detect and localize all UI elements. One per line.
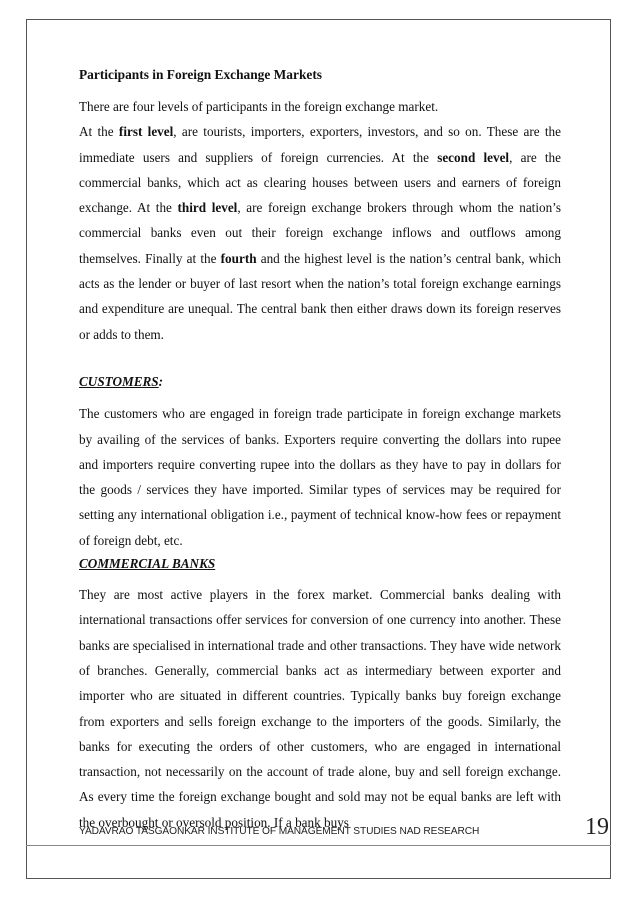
commercial-banks-heading: COMMERCIAL BANKS xyxy=(79,556,216,572)
page-number: 19 xyxy=(585,814,609,840)
levels-text-1: At the xyxy=(79,124,119,140)
footer-divider xyxy=(26,845,611,846)
customers-colon: : xyxy=(158,373,164,389)
levels-text-4: , are foreign exchange brokers through whom the nation’s commercial banks even out their foreign exchange inflows and outflows among themselves. Finally at the xyxy=(79,200,561,266)
first-level-term: first level xyxy=(118,124,174,140)
customers-paragraph: The customers who are engaged in foreign trade participate in foreign exchange markets by availing of the services of banks. Exporters require converting the dollars into rupee and importers require converting rupee into the dollars as they have to pay in dollars for the goods / services they have imported. Similar types of services may be required for setting any international obligation i.e., payment of technical know-how fees or repayment of foreign debt, etc. xyxy=(79,406,561,548)
levels-text-5: and the highest level is the nation’s central bank, which acts as the lender or buyer of last resort when the nation’s total foreign exchange earnings and expenditure are unequal. The central bank then either draws down its foreign reserves or adds to them. xyxy=(79,250,561,342)
document-body xyxy=(79,62,561,835)
footer-institute: YADAVRAO TASGAONKAR INSTITUTE OF MANAGEMENT STUDIES NAD RESEARCH xyxy=(79,826,480,837)
commercial-banks-paragraph: They are most active players in the forex market. Commercial banks dealing with international transactions offer services for conversion of one currency into another. These banks are specialised in international trade and other transactions. They have wide network of branches. Generally, commercial banks act as intermediary between exporter and importer who are situated in different countries. Typically banks buy foreign exchange from exporters and sells foreign exchange to the importers of the goods. Similarly, the banks for executing the orders of other customers, who are engaged in international transaction, not necessarily on the account of trade alone, buy and sell foreign exchange. As every time the foreign exchange bought and sold may not be equal banks are left with the overbought or oversold position. If a bank buys xyxy=(79,587,561,830)
third-level-term: third level xyxy=(177,200,238,216)
customers-heading: CUSTOMERS xyxy=(79,373,159,389)
second-level-term: second level xyxy=(437,149,510,165)
levels-text-2: , are tourists, importers, exporters, investors, and so on. These are the immediate users and suppliers of foreign currencies. At the xyxy=(79,124,562,165)
customers-heading-line xyxy=(79,369,561,394)
intro-paragraph: There are four levels of participants in the foreign exchange market. xyxy=(79,99,439,114)
levels-text-3: , are the commercial banks, which act as clearing houses between users and earners of foreign exchange. At the xyxy=(79,149,561,216)
fourth-level-term: fourth xyxy=(220,250,257,266)
levels-paragraph xyxy=(79,119,561,347)
section-title: Participants in Foreign Exchange Markets xyxy=(79,67,322,82)
